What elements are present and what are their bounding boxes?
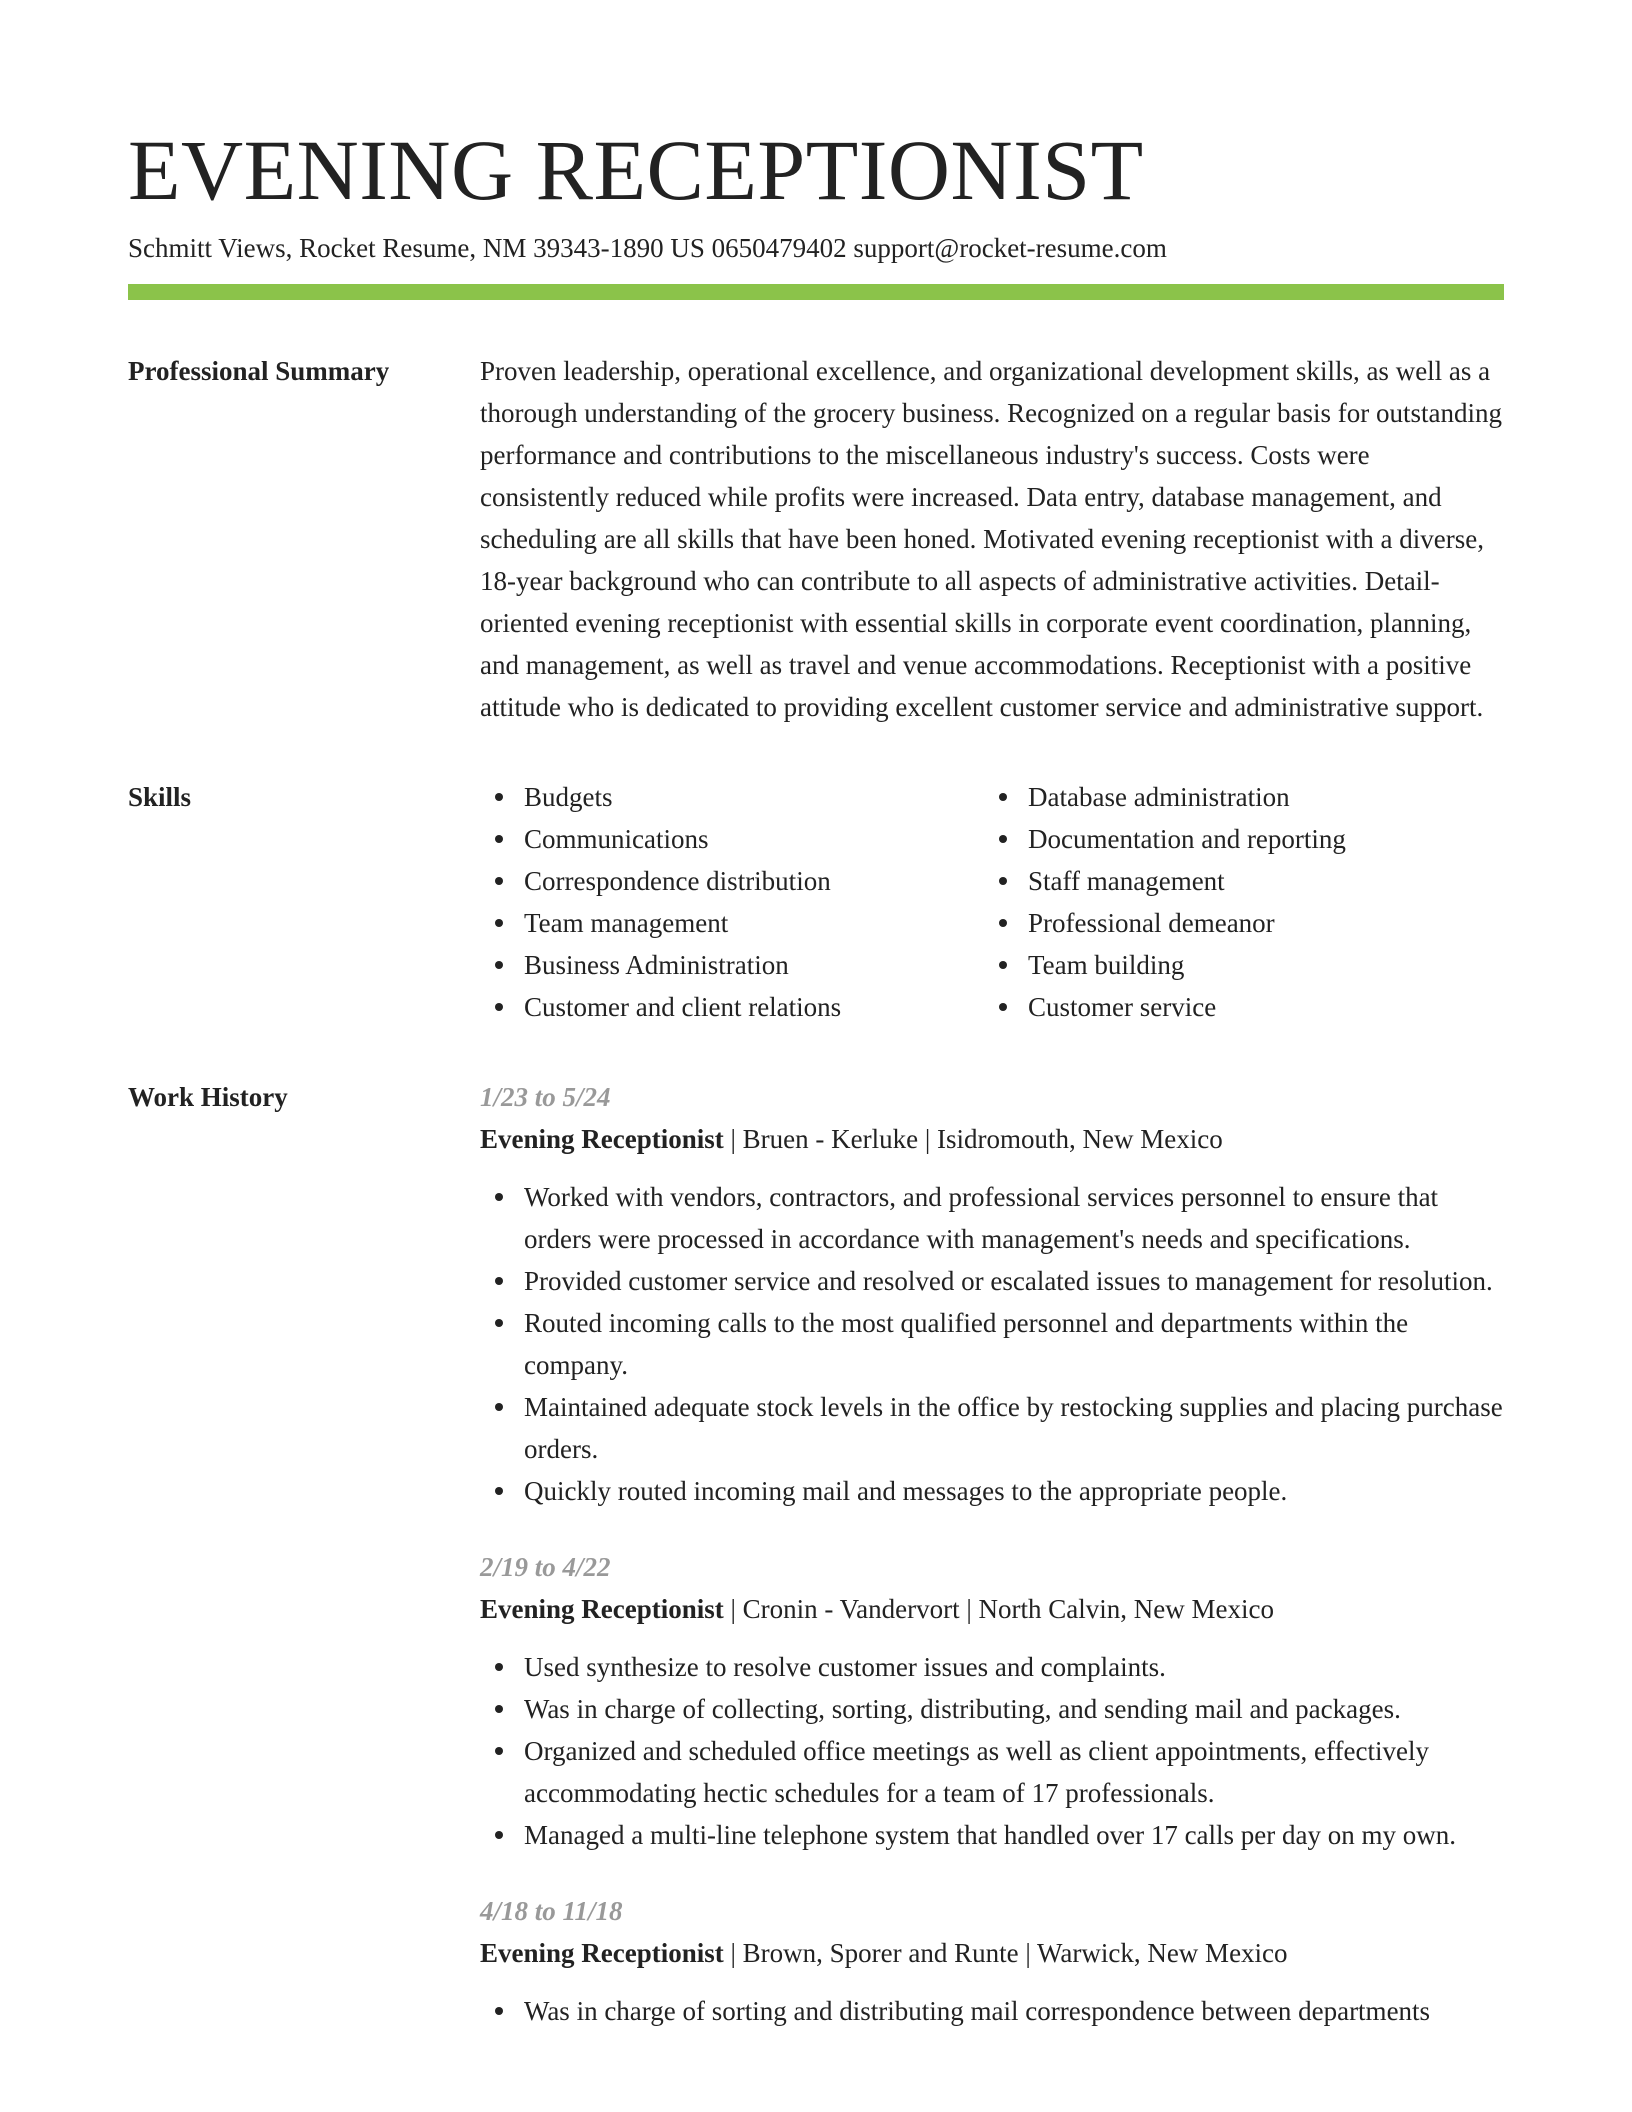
bullet-dot-icon (495, 1403, 503, 1411)
job-title-line (480, 1932, 1504, 1974)
bullet-dot-icon (495, 961, 503, 969)
bullet-dot-icon (999, 793, 1007, 801)
professional-summary-section (128, 350, 1504, 728)
list-item-text: Routed incoming calls to the most qualified personnel and departments within the company. (524, 1308, 1409, 1380)
resume-name: EVENING RECEPTIONIST (128, 122, 1144, 218)
list-item (480, 902, 984, 944)
bullet-dot-icon (495, 2007, 503, 2015)
skills-column-right (984, 776, 1488, 1028)
section-title-work-history: Work History (128, 1082, 288, 1112)
accent-divider (128, 284, 1504, 300)
list-item-text: Budgets (524, 782, 613, 812)
list-item (480, 986, 984, 1028)
list-item-text: Provided customer service and resolved or escalated issues to management for resolution. (524, 1266, 1493, 1296)
bullet-dot-icon (495, 1831, 503, 1839)
job-company-location: | Cronin - Vandervort | North Calvin, New Mexico (723, 1594, 1274, 1624)
bullet-dot-icon (999, 1003, 1007, 1011)
bullet-dot-icon (495, 1663, 503, 1671)
list-item-text: Was in charge of collecting, sorting, distributing, and sending mail and packages. (524, 1694, 1401, 1724)
list-item (480, 1176, 1504, 1260)
list-item (480, 1730, 1504, 1814)
list-item-text: Quickly routed incoming mail and messages to the appropriate people. (524, 1476, 1288, 1506)
job-entry (480, 1546, 1504, 1856)
bullet-dot-icon (999, 877, 1007, 885)
work-history-body (480, 1076, 1504, 2066)
list-item-text: Customer service (1028, 992, 1217, 1022)
job-dates: 1/23 to 5/24 (480, 1082, 611, 1112)
job-dates: 4/18 to 11/18 (480, 1896, 623, 1926)
list-item (480, 1302, 1504, 1386)
list-item-text: Was in charge of sorting and distributing mail correspondence between departments (524, 1996, 1431, 2026)
list-item (984, 860, 1488, 902)
list-item-text: Staff management (1028, 866, 1225, 896)
bullet-dot-icon (495, 1487, 503, 1495)
bullet-dot-icon (999, 961, 1007, 969)
list-item-text: Business Administration (524, 950, 789, 980)
job-title-line (480, 1118, 1504, 1160)
skills-body (480, 776, 1504, 1028)
bullet-dot-icon (495, 1705, 503, 1713)
list-item (480, 1990, 1504, 2032)
list-item (480, 1260, 1504, 1302)
list-item (480, 1646, 1504, 1688)
list-item (480, 1814, 1504, 1856)
list-item (984, 902, 1488, 944)
job-role: Evening Receptionist (480, 1594, 724, 1624)
list-item (984, 944, 1488, 986)
list-item (984, 776, 1488, 818)
list-item (480, 776, 984, 818)
job-dates: 2/19 to 4/22 (480, 1552, 611, 1582)
bullet-dot-icon (495, 1193, 503, 1201)
skills-section (128, 776, 1504, 1028)
resume-page (128, 118, 1504, 2066)
list-item-text: Organized and scheduled office meetings as well as client appointments, effectively accommodating hectic schedules for a team of 17 professionals. (524, 1736, 1429, 1808)
list-item-text: Team management (524, 908, 729, 938)
job-entry (480, 1076, 1504, 1512)
list-item-text: Documentation and reporting (1028, 824, 1346, 854)
list-item-text: Database administration (1028, 782, 1290, 812)
bullet-dot-icon (495, 877, 503, 885)
list-item-text: Team building (1028, 950, 1185, 980)
bullet-dot-icon (495, 835, 503, 843)
bullet-dot-icon (495, 1319, 503, 1327)
section-title-summary: Professional Summary (128, 356, 390, 386)
job-title-line (480, 1588, 1504, 1630)
job-bullets (480, 1990, 1504, 2032)
list-item-text: Professional demeanor (1028, 908, 1275, 938)
list-item (984, 818, 1488, 860)
job-role: Evening Receptionist (480, 1124, 724, 1154)
list-item (480, 860, 984, 902)
bullet-dot-icon (495, 1277, 503, 1285)
job-role: Evening Receptionist (480, 1938, 724, 1968)
list-item (480, 944, 984, 986)
skills-column-left (480, 776, 984, 1028)
summary-body (480, 350, 1504, 728)
list-item (480, 1386, 1504, 1470)
job-bullets (480, 1646, 1504, 1856)
job-company-location: | Brown, Sporer and Runte | Warwick, New Mexico (723, 1938, 1288, 1968)
section-title-skills: Skills (128, 782, 192, 812)
list-item (480, 818, 984, 860)
bullet-dot-icon (999, 835, 1007, 843)
bullet-dot-icon (495, 1003, 503, 1011)
bullet-dot-icon (999, 919, 1007, 927)
list-item-text: Used synthesize to resolve customer issues and complaints. (524, 1652, 1166, 1682)
skills-grid (480, 776, 1504, 1028)
list-item (984, 986, 1488, 1028)
work-history-section (128, 1076, 1504, 2066)
job-company-location: | Bruen - Kerluke | Isidromouth, New Mexico (723, 1124, 1223, 1154)
bullet-dot-icon (495, 919, 503, 927)
list-item-text: Worked with vendors, contractors, and professional services personnel to ensure that orders were processed in accordance with management's needs and specifications. (524, 1182, 1439, 1254)
list-item-text: Correspondence distribution (524, 866, 831, 896)
bullet-dot-icon (495, 793, 503, 801)
summary-text: Proven leadership, operational excellence, and organizational development skills, as well as a thorough understanding of the grocery business. Recognized on a regular basis for outstanding performance and contributions to the miscellaneous industry's success. Costs were consistently reduced while profits were increased. Data entry, database management, and scheduling are all skills that have been honed. Motivated evening receptionist with a diverse, 18-year background who can contribute to all aspects of administrative activities. Detail-oriented evening receptionist with essential skills in corporate event coordination, planning, and management, as well as travel and venue accommodations. Receptionist with a positive attitude who is dedicated to providing excellent customer service and administrative support. (480, 356, 1503, 722)
list-item (480, 1688, 1504, 1730)
job-entry (480, 1890, 1504, 2032)
list-item (480, 1470, 1504, 1512)
bullet-dot-icon (495, 1747, 503, 1755)
list-item-text: Customer and client relations (524, 992, 842, 1022)
list-item-text: Maintained adequate stock levels in the office by restocking supplies and placing purchase orders. (524, 1392, 1503, 1464)
job-bullets (480, 1176, 1504, 1512)
contact-info: Schmitt Views, Rocket Resume, NM 39343-1890 US 0650479402 support@rocket-resume.com (128, 233, 1167, 263)
list-item-text: Managed a multi-line telephone system that handled over 17 calls per day on my own. (524, 1820, 1457, 1850)
list-item-text: Communications (524, 824, 709, 854)
